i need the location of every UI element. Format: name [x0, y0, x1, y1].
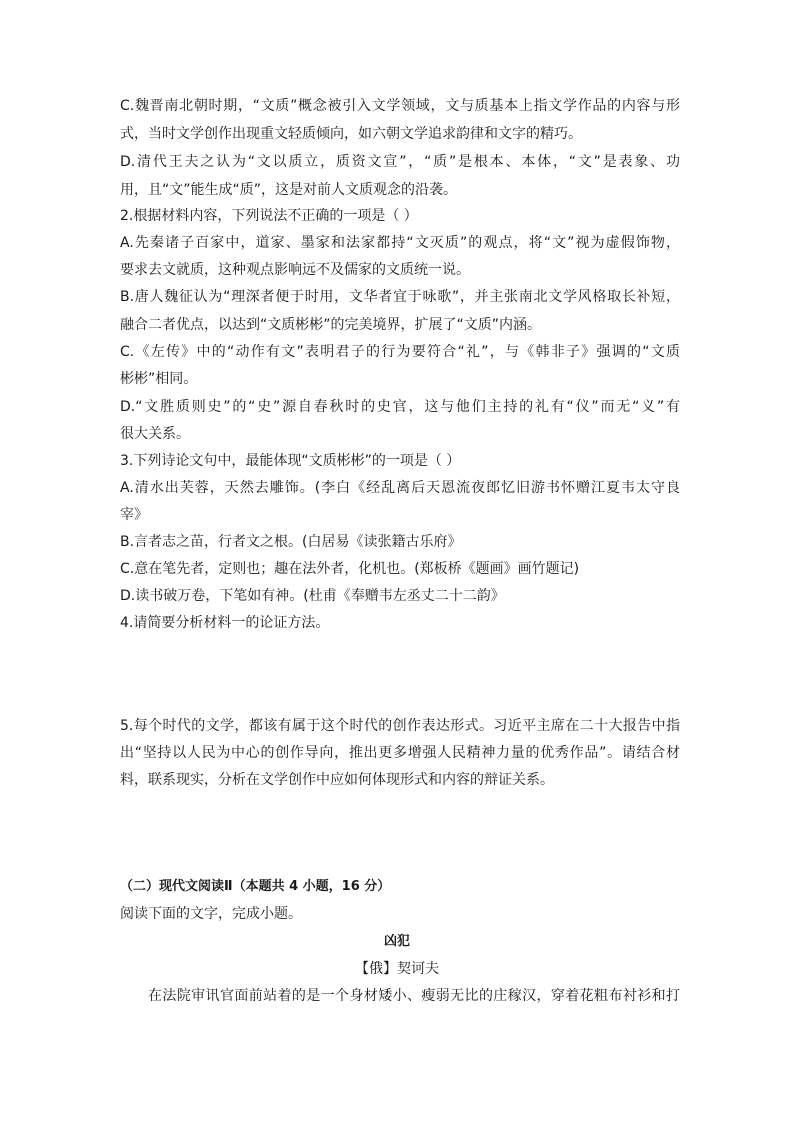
q5-line2: 出“坚持以人民为中心的创作导向，推出更多增强人民精神力量的优秀作品”。请结合材: [120, 745, 680, 761]
q3-option-c: C.意在笔先者，定则也；趣在法外者，化机也。(郑板桥《题画》画竹题记): [120, 561, 580, 577]
q1-option-d-line1: D.清代王夫之认为“文以质立，质资文宣”，“质”是根本、本体，“文”是表象、功: [120, 154, 680, 170]
section-heading: （二）现代文阅读Ⅱ（本题共 4 小题，16 分）: [120, 879, 391, 894]
q2-stem: 2.根据材料内容，下列说法不正确的一项是（ ）: [120, 208, 418, 224]
q2-option-c-line1: C.《左传》中的“动作有文”表明君子的行为要符合“礼”，与《韩非子》强调的“文质: [120, 344, 680, 360]
q1-option-c-line1: C.魏晋南北朝时期，“文质”概念被引入文学领域，文与质基本上指文学作品的内容与形: [120, 98, 680, 114]
q2-option-a-line2: 要求去文就质，这种观点影响远不及儒家的文质统一说。: [120, 262, 470, 278]
passage-paragraph-line: 在法院审讯官面前站着的是一个身材矮小、瘦弱无比的庄稼汉，穿着花粗布衬衫和打: [148, 988, 680, 1004]
section-instruction: 阅读下面的文字，完成小题。: [120, 906, 302, 922]
q5-line1: 5.每个时代的文学，都该有属于这个时代的创作表达形式。习近平主席在二十大报告中指: [120, 718, 680, 734]
q2-option-d-line2: 很大关系。: [120, 426, 190, 442]
q1-option-c-line2: 式，当时文学创作出现重文轻质倾向，如六朝文学追求韵律和文字的精巧。: [120, 126, 582, 142]
q3-option-a-line1: A.清水出芙蓉，天然去雕饰。(李白《经乱离后天恩流夜郎忆旧游书怀赠江夏韦太守良: [120, 480, 680, 496]
q1-option-d-line2: 用，且“文”能生成“质”，这是对前人文质观念的沿袭。: [120, 182, 458, 198]
q2-option-d-line1: D.“文胜质则史”的“史”源自春秋时的史官，这与他们主持的礼有“仪”而无“义”有: [120, 399, 680, 415]
q3-stem: 3.下列诗论文句中，最能体现“文质彬彬”的一项是（ ）: [120, 453, 461, 469]
q5-line3: 料，联系现实，分析在文学创作中应如何体现形式和内容的辩证关系。: [120, 772, 554, 788]
passage-title: 凶犯: [383, 934, 410, 949]
q3-option-d: D.读书破万卷，下笔如有神。(杜甫《奉赠韦左丞丈二十二韵》: [120, 588, 505, 604]
passage-author: 【俄】契诃夫: [355, 961, 439, 977]
q4-stem: 4.请简要分析材料一的论证方法。: [120, 615, 330, 631]
q2-option-a-line1: A.先秦诸子百家中，道家、墨家和法家都持“文灭质”的观点，将“文”视为虚假饰物，: [120, 235, 680, 251]
q2-option-b-line2: 融合二者优点，以达到“文质彬彬”的完美境界，扩展了“文质”内涵。: [120, 317, 542, 333]
q3-option-a-line2: 宰》: [120, 507, 148, 523]
q3-option-b: B.言者志之苗，行者文之根。(白居易《读张籍古乐府》: [120, 534, 462, 550]
q2-option-c-line2: 彬彬”相同。: [120, 371, 198, 387]
q2-option-b-line1: B.唐人魏征认为“理深者便于时用，文华者宜于咏歌”，并主张南北文学风格取长补短，: [120, 289, 680, 305]
